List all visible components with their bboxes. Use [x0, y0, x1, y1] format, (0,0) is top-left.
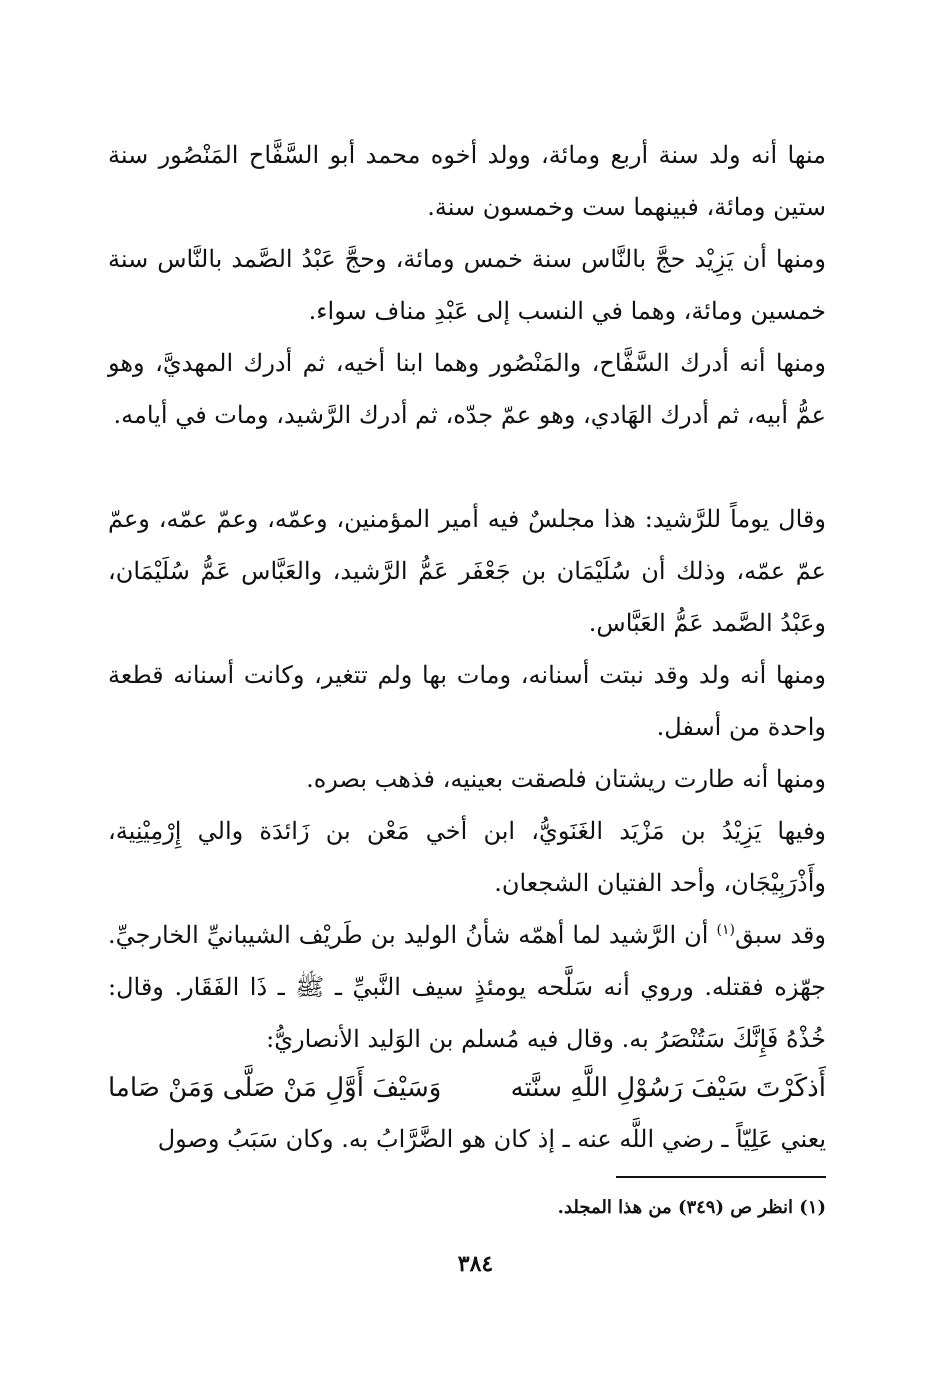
paragraph-3: ومنها أنه أدرك السَّفَّاح، والمَنْصُور وهما ابنا أخيه، ثم أدرك المهديَّ، وهو عمُّ أبيه، ثم أدرك الهَادي، وهو عمّ جدّه، ثم أدرك الرَّشيد، ومات في أيامه. [108, 349, 826, 429]
paragraph-2: ومنها أن يَزِيْد حجَّ بالنَّاس سنة خمس ومائة، وحجَّ عَبْدُ الصَّمد بالنَّاس سنة خمسين ومائة، وهما في النسب إلى عَبْدِ مناف سواء. [108, 245, 826, 325]
paragraph-8-body: أن الرَّشيد لما أهمّه شأنُ الوليد بن طَريْف الشيبانيِّ الخارجيِّ. جهّزه فقتله. وروي أنه سَلَّحه يومئذٍ سيف النَّبيِّ ـ ﷺ ـ ذَا الفَقَار. وقال: خُذْهُ فَإِنَّكَ سَتُنْصَرُ به. وقال فيه مُسلم بن الوَليد الأنصاريُّ: [108, 921, 826, 1053]
paragraph-7: وفيها يَزِيْدُ بن مَزْيَد الغَنَويُّ، ابن أخي مَعْن بن زَائدَة والي إِرْمِيْنِية، وأَذْرَبِيْجَان، وأحد الفتيان الشجعان. [108, 817, 827, 897]
paragraph-6: ومنها أنه طارت ريشتان فلصقت بعينيه، فذهب بصره. [306, 765, 826, 793]
page-number: ٣٨٤ [457, 1251, 494, 1277]
paragraph-1: منها أنه ولد سنة أربع ومائة، وولد أخوه محمد أبو السَّفَّاح المَنْصُور سنة ستين ومائة، فبينهما ست وخمسون سنة. [108, 141, 826, 221]
footnote-reference[interactable]: (١) [716, 922, 735, 938]
footnote-divider [616, 1176, 826, 1178]
paragraph-8 [108, 909, 826, 1065]
paragraph-4: وقال يوماً للرَّشيد: هذا مجلسٌ فيه أمير المؤمنين، وعمّه، وعمّ عمّه، وعمّ عمّ عمّه، وذلك أن سُلَيْمَان بن جَعْفَر عَمُّ الرَّشيد، والعَبَّاس عَمُّ سُلَيْمَان، وعَبْدُ الصَّمد عَمُّ العَبَّاس. [108, 505, 826, 637]
verse-first-hemistich: أَذكَرْتَ سَيْفَ رَسُوْلِ اللَّهِ سنَّته [510, 1073, 826, 1103]
poetry-verse [108, 1063, 826, 1113]
closing-line: يعني عَلِيّاً ـ رضي اللَّه عنه ـ إذ كان هو الضَّرَّابُ به. وكان سَبَبُ وصول [157, 1125, 826, 1153]
footnote: (١) انظر ص (٣٤٩) من هذا المجلد. [557, 1197, 826, 1218]
paragraph-8-lead: وقد سبق [734, 921, 826, 949]
verse-second-hemistich: وَسَيْفَ أَوَّلِ مَنْ صَلَّى وَمَنْ صَاما [108, 1073, 442, 1103]
paragraph-5: ومنها أنه ولد وقد نبتت أسنانه، ومات بها ولم تتغير، وكانت أسنانه قطعة واحدة من أسفل. [108, 661, 826, 741]
